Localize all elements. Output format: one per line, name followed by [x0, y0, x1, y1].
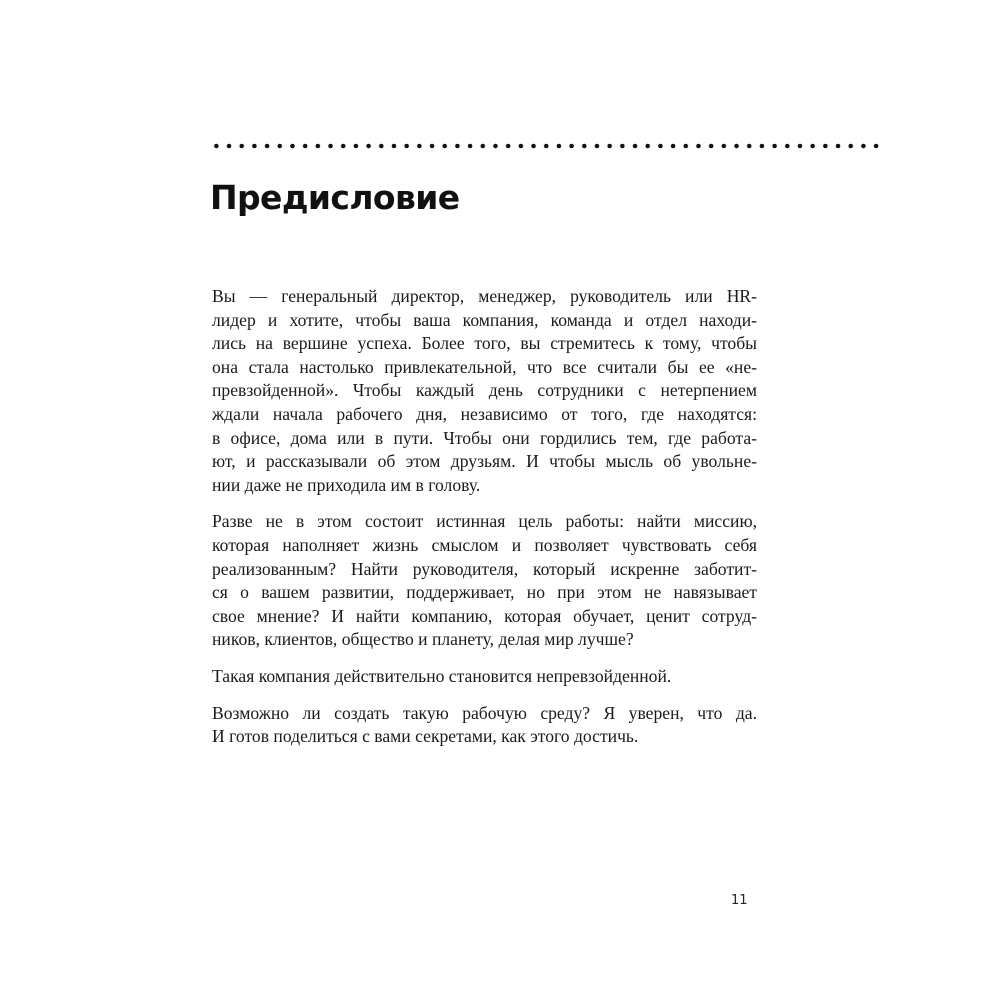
- chapter-title: Предисловие: [210, 178, 460, 217]
- paragraph-3: [212, 665, 757, 689]
- paragraph-4: [212, 702, 757, 749]
- text-line: И готов поделиться с вами секретами, как этого достичь.: [212, 726, 639, 747]
- text-line: Возможно ли создать такую рабочую среду? Я уверен, что да.: [212, 702, 757, 723]
- text-line: превзойденной». Чтобы каждый день сотрудники с нетерпением: [212, 380, 757, 401]
- text-line: Вы — генеральный директор, менеджер, руководитель или HR-: [212, 286, 757, 306]
- dotted-divider: [210, 143, 882, 149]
- paragraph-1: [212, 285, 757, 497]
- text-line: ников, клиентов, общество и планету, делая мир лучше?: [212, 629, 634, 650]
- page-number: 11: [731, 893, 748, 908]
- text-line: которая наполняет жизнь смыслом и позволяет чувствовать себя: [212, 534, 757, 555]
- text-line: реализованным? Найти руководителя, который искренне заботит-: [212, 558, 757, 579]
- text-line: Разве не в этом состоит истинная цель работы: найти миссию,: [212, 511, 757, 532]
- text-line: лидер и хотите, чтобы ваша компания, команда и отдел находи-: [212, 309, 757, 330]
- text-line: свое мнение? И найти компанию, которая обучает, ценит сотруд-: [212, 605, 757, 626]
- text-line: в офисе, дома или в пути. Чтобы они гордились тем, где работа-: [212, 427, 757, 448]
- text-line: ждали начала рабочего дня, независимо от того, где находятся:: [212, 403, 757, 424]
- text-line: лись на вершине успеха. Более того, вы стремитесь к тому, чтобы: [212, 333, 757, 354]
- text-line: Такая компания действительно становится непревзойденной.: [212, 665, 672, 686]
- text-line: она стала настолько привлекательной, что все считали бы ее «не-: [212, 356, 757, 377]
- text-line: ся о вашем развитии, поддерживает, но при этом не навязывает: [212, 582, 757, 603]
- body-text: [212, 285, 757, 762]
- paragraph-2: [212, 510, 757, 652]
- text-line: нии даже не приходила им в голову.: [212, 474, 481, 495]
- text-line: ют, и рассказывали об этом друзьям. И чтобы мысль об увольне-: [212, 451, 757, 472]
